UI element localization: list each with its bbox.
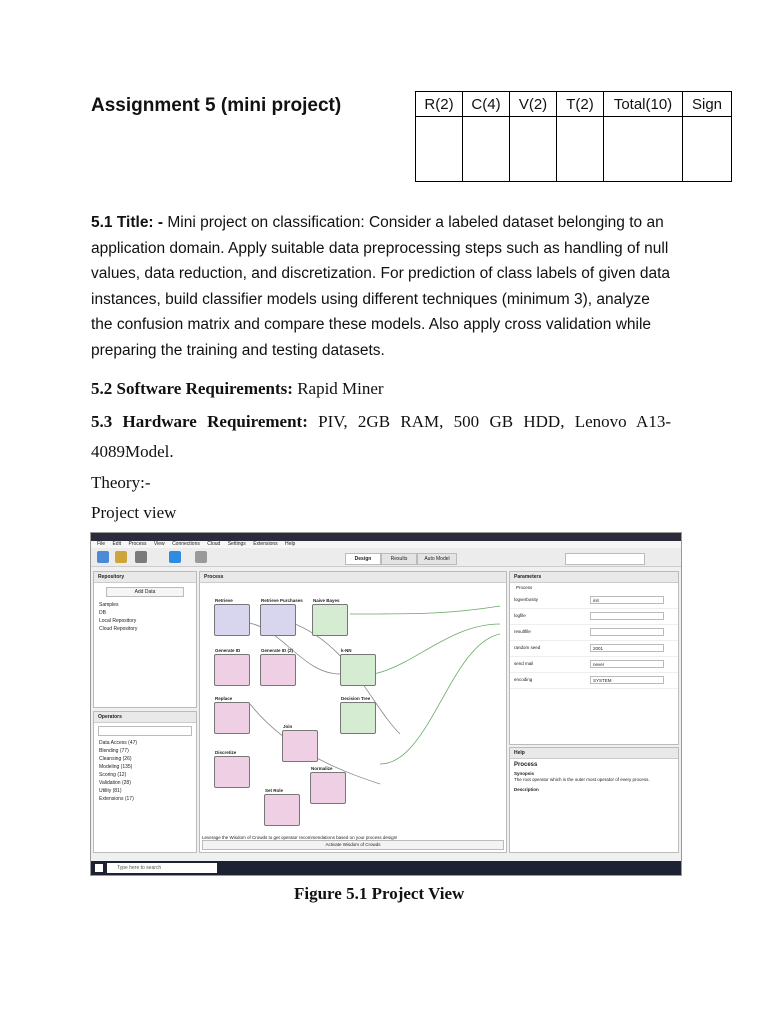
rapidminer-screenshot: [90, 532, 682, 876]
menu-process[interactable]: Process: [128, 541, 147, 547]
op-join[interactable]: Join: [282, 730, 318, 762]
software-requirements: [91, 376, 671, 402]
param-row: send mail never: [510, 657, 678, 673]
param-value[interactable]: [590, 628, 664, 636]
op-set-role[interactable]: Set Role: [264, 794, 300, 826]
operator-search-input[interactable]: [98, 726, 192, 736]
grade-cell: [463, 117, 510, 182]
param-row: resultfile: [510, 625, 678, 641]
parameters-title: Parameters: [510, 572, 678, 583]
param-value[interactable]: never: [590, 660, 664, 668]
operators-panel: [93, 711, 197, 853]
grade-cell: [683, 117, 732, 182]
project-view-heading: Project view: [91, 503, 177, 522]
grade-header-v: V(2): [510, 92, 557, 117]
operator-group[interactable]: Scoring (12): [99, 772, 127, 778]
op-retrieve[interactable]: Retrieve: [214, 604, 250, 636]
parameters-process-label: Process: [516, 585, 533, 590]
help-synopsis-title: Synopsis: [514, 771, 535, 776]
operator-group[interactable]: Validation (28): [99, 780, 131, 786]
op-retrieve-purchases[interactable]: Retrieve Purchases: [260, 604, 296, 636]
param-row: logfile: [510, 609, 678, 625]
operator-group[interactable]: Data Access (47): [99, 740, 138, 746]
theory-heading: Theory:-: [91, 473, 151, 492]
tab-auto-model[interactable]: Auto Model: [417, 553, 457, 565]
grade-header-r: R(2): [416, 92, 463, 117]
help-heading: Process: [514, 762, 538, 768]
op-decision-tree[interactable]: Decision Tree: [340, 702, 376, 734]
operator-group[interactable]: Cleansing (26): [99, 756, 132, 762]
help-title: Help: [510, 748, 678, 759]
figure-caption: Figure 5.1 Project View: [294, 884, 465, 903]
section-title-paragraph: [91, 210, 671, 364]
grade-header-total: Total(10): [604, 92, 683, 117]
wisdom-status-text: Leverage the Wisdom of Crowds to get operator recommendations based on your process design!: [202, 835, 398, 840]
windows-start-icon[interactable]: [95, 864, 103, 872]
new-process-icon[interactable]: [97, 551, 109, 563]
parameters-panel: [509, 571, 679, 745]
menu-connections[interactable]: Connections: [172, 541, 200, 547]
hardware-text: PIV, 2GB RAM, 500 GB HDD, Lenovo A13-4089Model.: [91, 412, 671, 461]
op-discretize[interactable]: Discretize: [214, 756, 250, 788]
op-normalize[interactable]: Normalize: [310, 772, 346, 804]
repo-item-cloud[interactable]: Cloud Repository: [99, 626, 138, 632]
grade-cell: [604, 117, 683, 182]
run-icon[interactable]: [169, 551, 181, 563]
add-data-button[interactable]: Add Data: [106, 587, 184, 597]
op-naive-bayes[interactable]: Naive Bayes: [312, 604, 348, 636]
section-title-label: 5.1 Title: -: [91, 214, 164, 231]
operator-group[interactable]: Blending (77): [99, 748, 129, 754]
operator-group[interactable]: Extensions (17): [99, 796, 134, 802]
operator-group[interactable]: Modeling (135): [99, 764, 133, 770]
software-text: Rapid Miner: [292, 379, 384, 398]
param-row: logverbosity init: [510, 593, 678, 609]
operators-title: Operators: [94, 712, 196, 723]
open-icon[interactable]: [115, 551, 127, 563]
grade-cell: [416, 117, 463, 182]
activate-wisdom-button[interactable]: Activate Wisdom of Crowds: [202, 840, 504, 850]
menu-cloud[interactable]: Cloud: [207, 541, 221, 547]
param-value[interactable]: init: [590, 596, 664, 604]
grade-header-c: C(4): [463, 92, 510, 117]
op-generate-id-2[interactable]: Generate ID (2): [260, 654, 296, 686]
hardware-requirements: [91, 407, 671, 467]
help-description-title: Description: [514, 787, 539, 792]
tab-design[interactable]: Design: [345, 553, 381, 565]
param-row: encoding SYSTEM: [510, 673, 678, 689]
menu-file[interactable]: File: [97, 541, 106, 547]
grade-cell: [510, 117, 557, 182]
grade-table: [415, 91, 732, 182]
menu-view[interactable]: View: [153, 541, 165, 547]
menu-bar: [91, 541, 681, 548]
software-label: 5.2 Software Requirements:: [91, 379, 293, 398]
windows-taskbar: [91, 861, 681, 875]
grade-header-t: T(2): [557, 92, 604, 117]
stop-icon[interactable]: [195, 551, 207, 563]
op-knn[interactable]: k-NN: [340, 654, 376, 686]
menu-edit[interactable]: Edit: [112, 541, 122, 547]
save-icon[interactable]: [135, 551, 147, 563]
grade-cell: [557, 117, 604, 182]
help-synopsis: The root operator which is the outer most operator of every process.: [514, 777, 650, 782]
process-title: Process: [200, 572, 506, 583]
op-generate-id[interactable]: Generate ID: [214, 654, 250, 686]
section-title-text: Mini project on classification: Consider a labeled dataset belonging to an application domain. Apply suitable data preprocessing steps such as handling of null values, data reduction, and discretization. For prediction of class labels of given data instances, build classifier models using different techniques (minimum 3), analyze the confusion matrix and compare these models. Also apply cross validation while preparing the training and testing datasets.: [91, 214, 670, 359]
toolbar: [91, 548, 681, 567]
grade-header-sign: Sign: [683, 92, 732, 117]
menu-extensions[interactable]: Extensions: [253, 541, 278, 547]
op-replace[interactable]: Replace: [214, 702, 250, 734]
repo-item-db[interactable]: DB: [99, 610, 106, 616]
repo-item-local[interactable]: Local Repository: [99, 618, 137, 624]
menu-settings[interactable]: Settings: [227, 541, 246, 547]
hardware-label: 5.3 Hardware Requirement:: [91, 412, 308, 431]
tab-results[interactable]: Results: [381, 553, 417, 565]
search-input[interactable]: [565, 553, 645, 565]
repo-item-samples[interactable]: Samples: [99, 602, 119, 608]
help-panel: [509, 747, 679, 853]
param-value[interactable]: SYSTEM: [590, 676, 664, 684]
repository-title: Repository: [94, 572, 196, 583]
param-value[interactable]: [590, 612, 664, 620]
param-value[interactable]: 2001: [590, 644, 664, 652]
menu-help[interactable]: Help: [285, 541, 296, 547]
operator-group[interactable]: Utility (81): [99, 788, 122, 794]
taskbar-search-input[interactable]: Type here to search: [107, 863, 217, 873]
process-panel: [199, 571, 507, 853]
param-row: random seed 2001: [510, 641, 678, 657]
assignment-title: Assignment 5 (mini project): [91, 95, 342, 116]
window-titlebar: [91, 533, 681, 541]
repository-panel: [93, 571, 197, 708]
